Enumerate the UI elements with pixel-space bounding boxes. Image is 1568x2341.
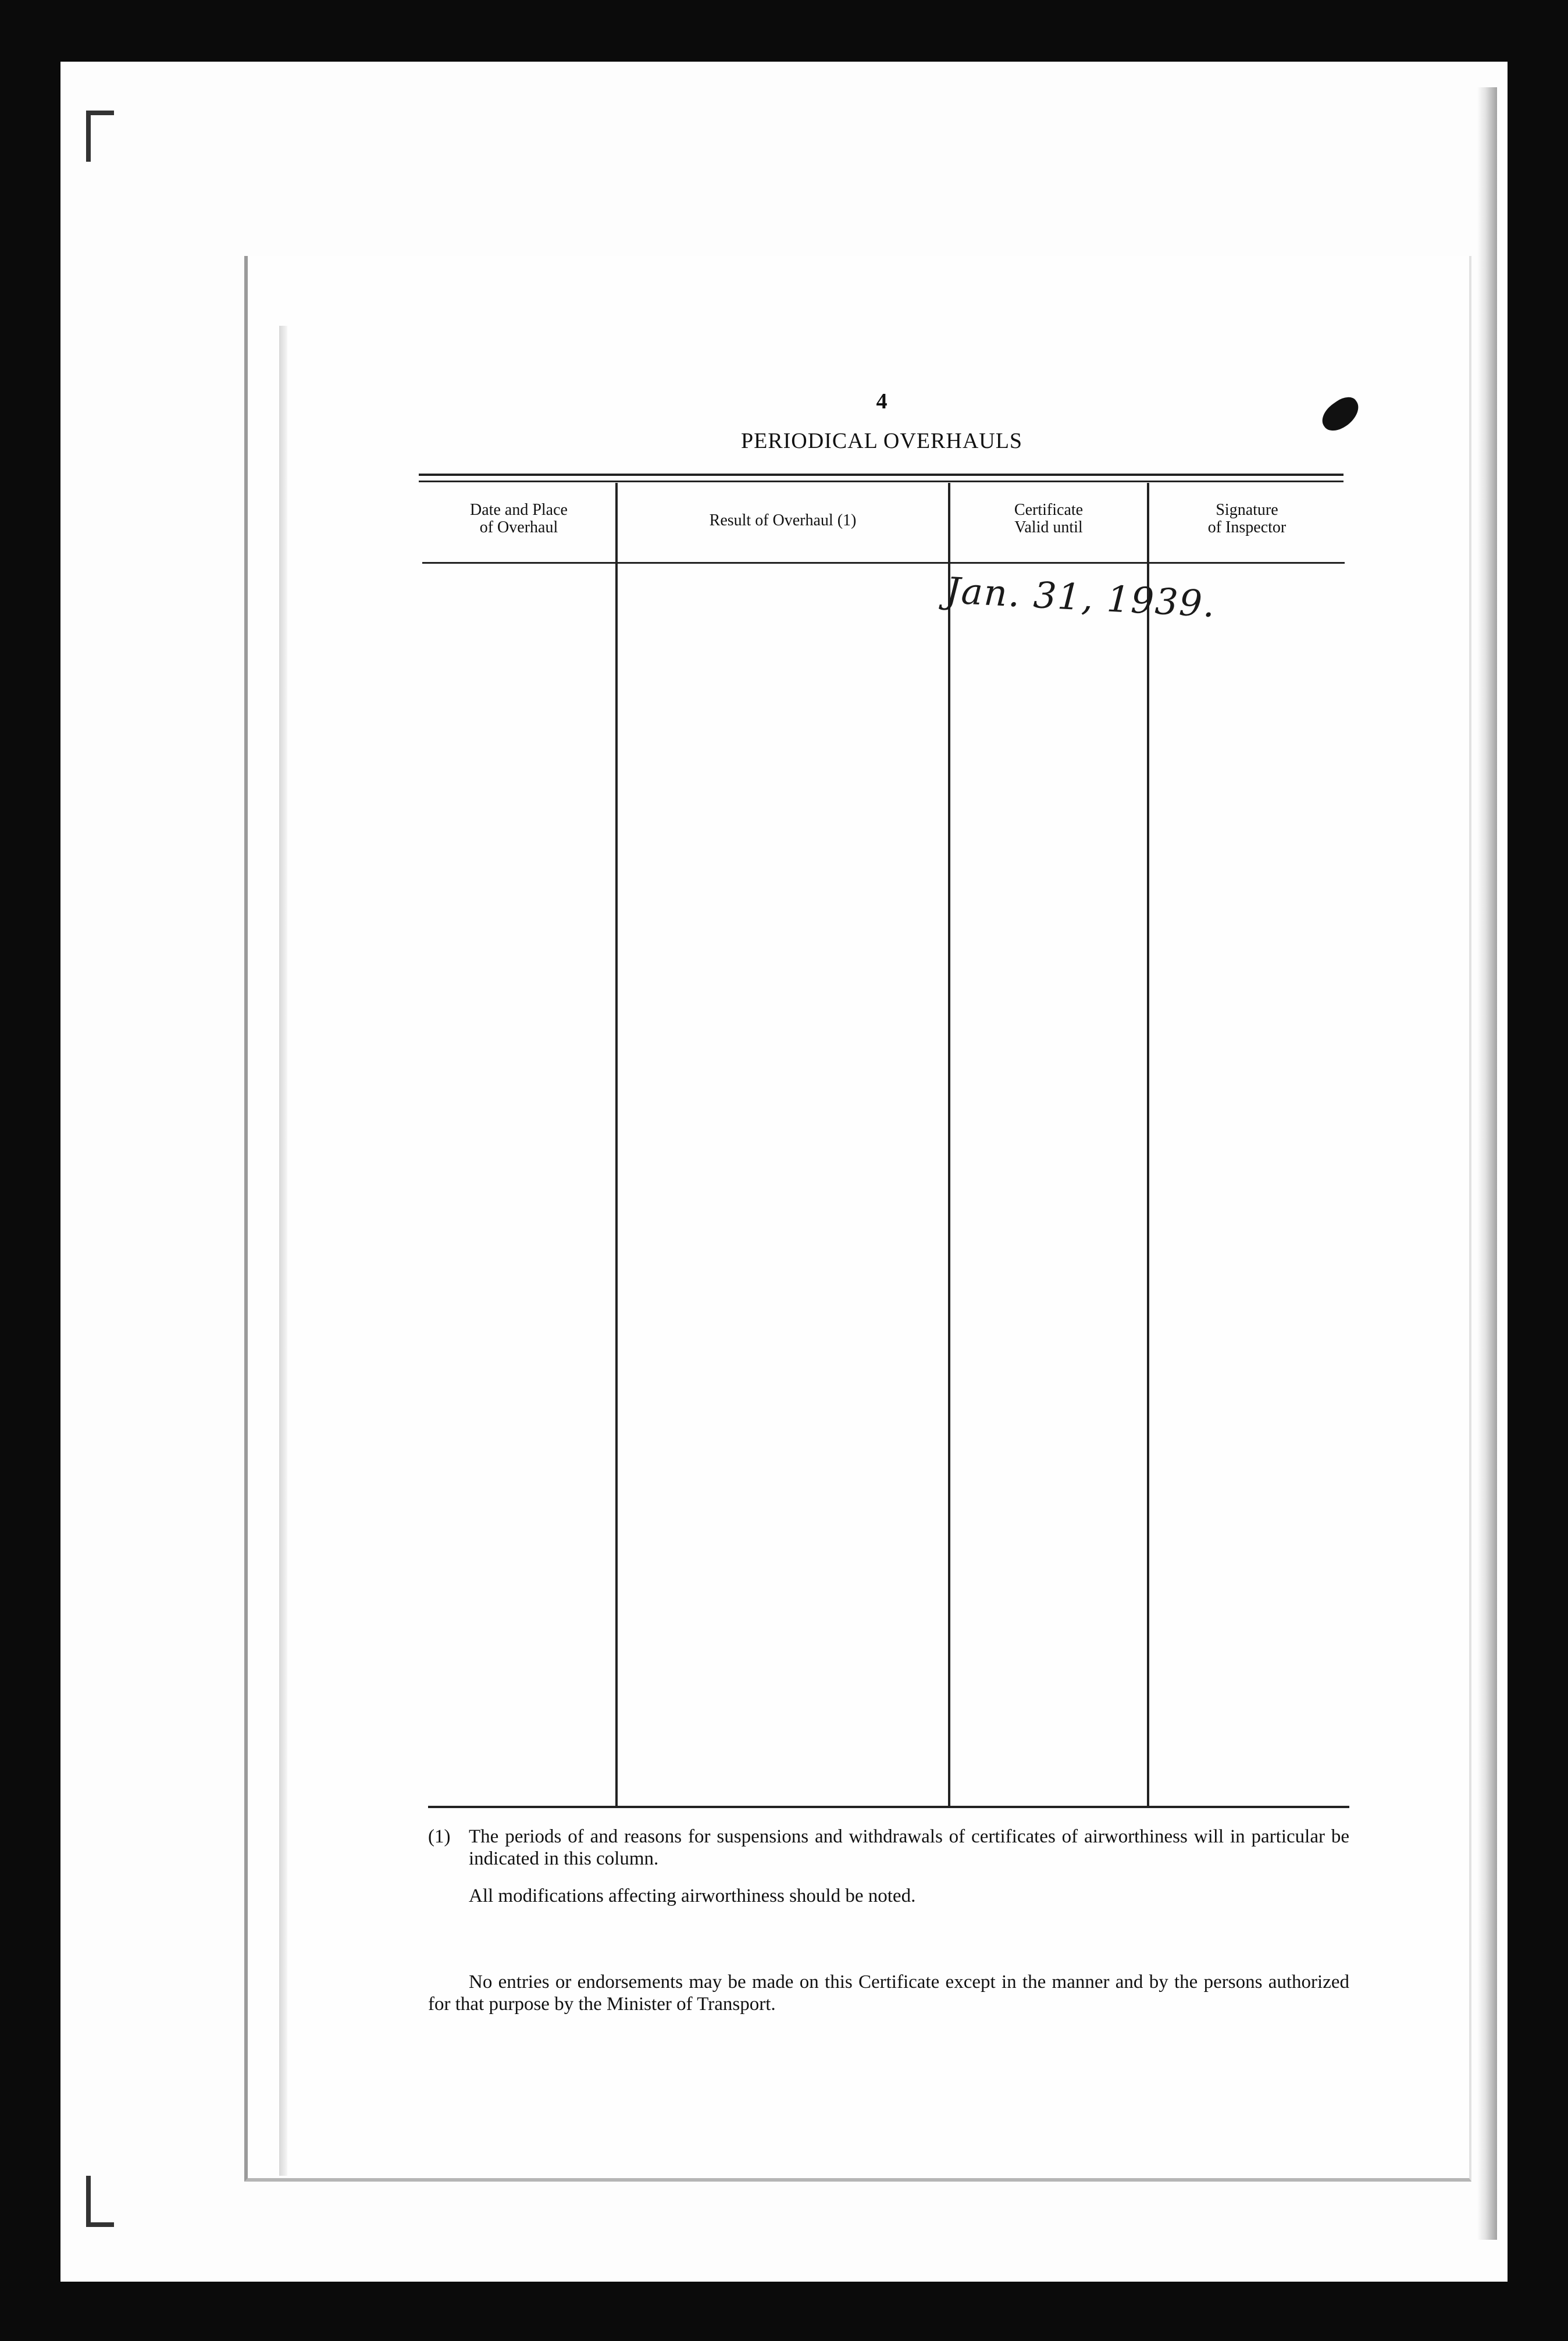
- form-title: PERIODICAL OVERHAULS: [740, 429, 1023, 453]
- footnote: [428, 1826, 1349, 1907]
- column-header-line: Certificate: [1014, 501, 1084, 519]
- column-header-line: Date and Place: [470, 501, 568, 519]
- crop-mark-bottom-left: [86, 2176, 114, 2227]
- column-header-line: Valid until: [1014, 518, 1083, 536]
- footnote-marker: (1): [428, 1826, 451, 1847]
- column-header-line: Signature: [1216, 501, 1278, 519]
- column-header-line: of Overhaul: [479, 518, 558, 536]
- column-header-certificate-valid: [950, 501, 1147, 536]
- page-number: 4: [876, 389, 888, 414]
- column-header-date-place: [422, 501, 615, 536]
- footnote-text: The periods of and reasons for suspensions and withdrawals of certificates of airworthiness will in particular be indicated in this column.: [469, 1826, 1349, 1869]
- column-header-line: Result of Overhaul (1): [709, 511, 857, 529]
- column-divider: [1147, 483, 1149, 1807]
- page-edge-shadow: [279, 326, 287, 2176]
- footnote-note: All modifications affecting airworthiness should be noted.: [469, 1885, 916, 1906]
- column-header-line: of Inspector: [1207, 518, 1287, 536]
- column-header-result: [618, 512, 948, 529]
- crop-mark-top-left: [86, 111, 114, 162]
- column-divider: [615, 483, 618, 1807]
- endorsement-notice: No entries or endorsements may be made on this Certificate except in the manner and by the persons authorized for that purpose by the Minister of Transport.: [428, 1972, 1349, 2015]
- column-header-signature: [1149, 501, 1345, 536]
- column-divider: [948, 483, 950, 1807]
- table-bottom-rule: [428, 1806, 1349, 1808]
- table-top-rule: [419, 474, 1344, 476]
- table-header-rule: [422, 562, 1345, 564]
- table-top-rule-secondary: [419, 481, 1344, 482]
- handwritten-certificate-date: Jan. 31, 1939.: [945, 569, 1217, 626]
